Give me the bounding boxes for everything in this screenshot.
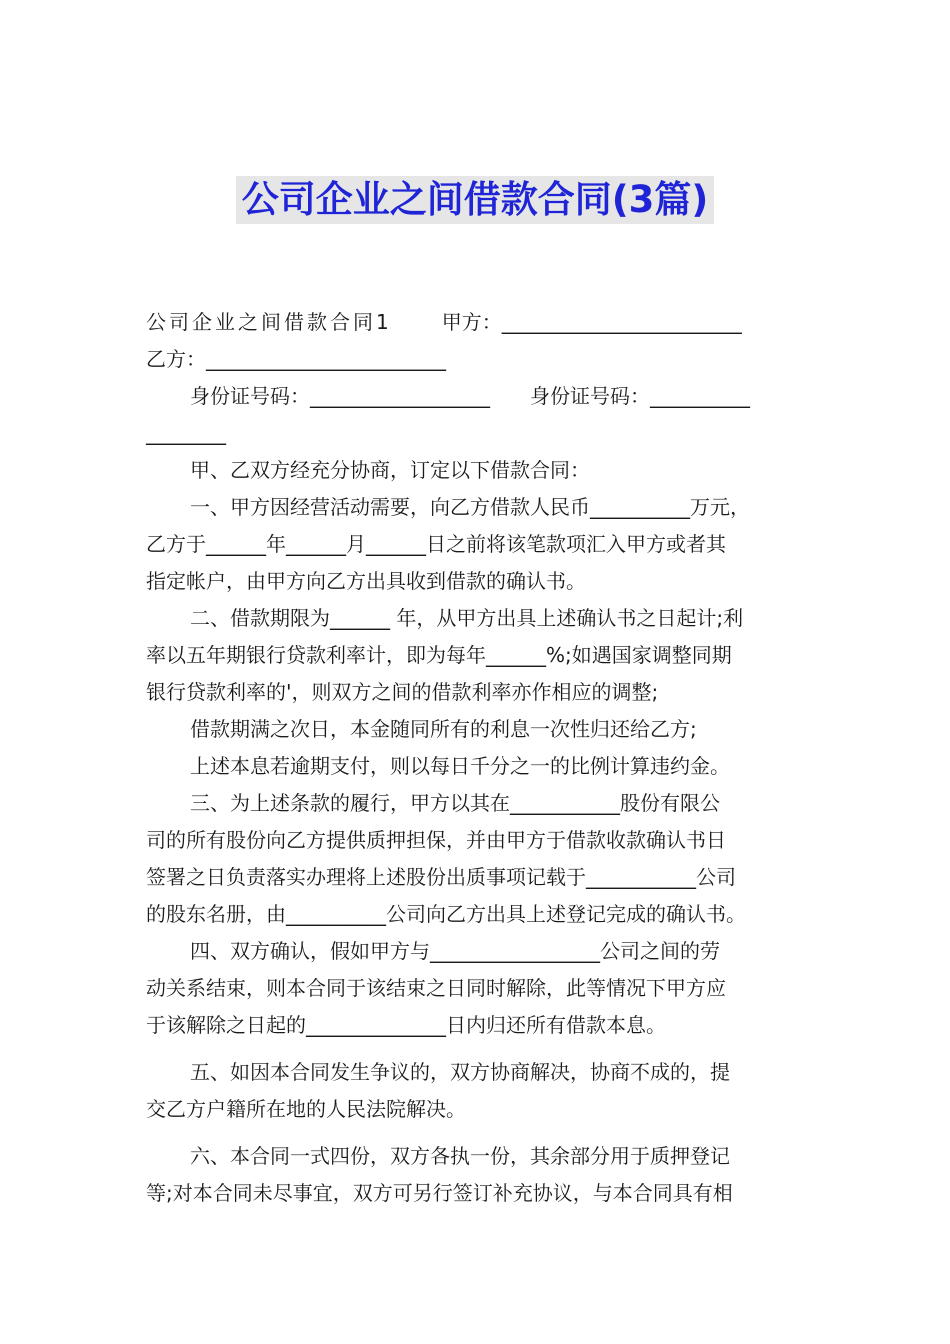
text-span: 上述本息若逾期支付，则以每日千分之一的比例计算违约金。 <box>190 754 730 778</box>
paragraph-line <box>146 896 810 933</box>
text-span: 借款期满之次日，本金随同所有的利息一次性归还给乙方; <box>190 717 697 741</box>
paragraph-gap <box>146 1044 810 1054</box>
id-number-b-continued: ________ <box>146 421 226 445</box>
paragraph-line <box>146 1091 810 1128</box>
paragraph-gap <box>146 1128 810 1138</box>
paragraph-line <box>146 489 810 526</box>
text-span: 交乙方户籍所在地的人民法院解决。 <box>146 1097 466 1121</box>
text-span: 五、如因本合同发生争议的，双方协商解决，协商不成的，提 <box>190 1060 730 1084</box>
paragraph-line <box>146 452 810 489</box>
paragraph-line <box>146 785 810 822</box>
paragraph-line <box>146 1138 810 1175</box>
text-span: 银行贷款利率的'，则双方之间的借款利率亦作相应的调整; <box>146 680 659 704</box>
paragraph-line <box>146 748 810 785</box>
text-line <box>146 415 810 452</box>
text-span: 签署之日负责落实办理将上述股份出质事项记载于___________公司 <box>146 865 736 889</box>
text-span: 三、为上述条款的履行，甲方以其在___________股份有限公 <box>190 791 720 815</box>
text-span: 司的所有股份向乙方提供质押担保，并由甲方于借款收款确认书日 <box>146 828 726 852</box>
paragraph-line <box>146 637 810 674</box>
party-a-field: 甲方：________________________ <box>441 310 742 334</box>
paragraph-line <box>146 970 810 1007</box>
text-span: 六、本合同一式四份，双方各执一份，其余部分用于质押登记 <box>190 1144 730 1168</box>
party-b-field: 乙方：________________________ <box>146 347 446 371</box>
title-wrap <box>0 176 950 224</box>
text-span: 乙方于______年______月______日之前将该笔款项汇入甲方或者其 <box>146 532 726 556</box>
text-span: 于该解除之日起的______________日内归还所有借款本息。 <box>146 1013 666 1037</box>
text-span: 动关系结束，则本合同于该结束之日同时解除，此等情况下甲方应 <box>146 976 726 1000</box>
paragraph-line <box>146 933 810 970</box>
text-line <box>146 304 810 341</box>
document-body <box>146 304 810 1212</box>
paragraph-line <box>146 674 810 711</box>
text-line <box>146 378 810 415</box>
document-title: 公司企业之间借款合同(3篇) <box>236 176 715 224</box>
paragraph-line <box>146 1175 810 1212</box>
text-span: 等;对本合同未尽事宜，双方可另行签订补充协议，与本合同具有相 <box>146 1181 733 1205</box>
text-span: 的股东名册，由__________公司向乙方出具上述登记完成的确认书。 <box>146 902 746 926</box>
paragraph-line <box>146 859 810 896</box>
paragraph-line <box>146 1007 810 1044</box>
paragraph-line <box>146 822 810 859</box>
text-line <box>146 341 810 378</box>
text-span: 四、双方确认，假如甲方与_________________公司之间的劳 <box>190 939 720 963</box>
text-span: 指定帐户，由甲方向乙方出具收到借款的确认书。 <box>146 569 586 593</box>
contract-heading: 公司企业之间借款合同1 <box>146 310 392 334</box>
paragraph-line <box>146 526 810 563</box>
paragraph-line <box>146 563 810 600</box>
paragraph-line <box>146 600 810 637</box>
paragraph-line <box>146 1054 810 1091</box>
text-span: 一、甲方因经营活动需要，向乙方借款人民币__________万元， <box>190 495 750 519</box>
id-number-a-field: 身份证号码：__________________ <box>190 384 490 408</box>
text-span: 二、借款期限为______ 年，从甲方出具上述确认书之日起计;利 <box>190 606 744 630</box>
text-span: 甲、乙双方经充分协商，订定以下借款合同： <box>190 458 590 482</box>
paragraph-line <box>146 711 810 748</box>
id-number-b-field: 身份证号码：__________ <box>530 384 750 408</box>
text-span: 率以五年期银行贷款利率计，即为每年______%;如遇国家调整同期 <box>146 643 732 667</box>
